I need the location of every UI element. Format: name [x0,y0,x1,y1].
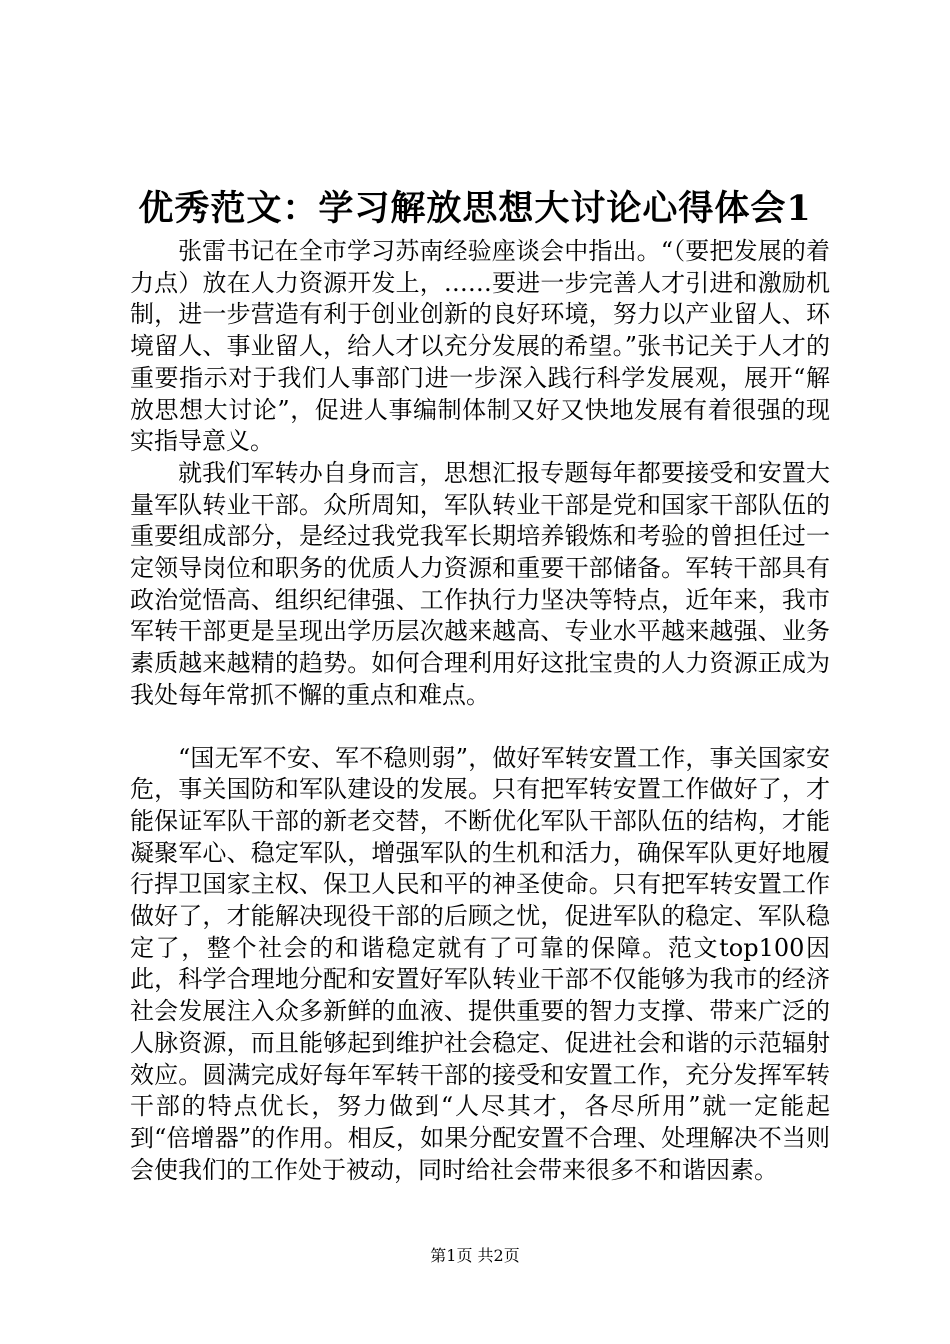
paragraph-2: 就我们军转办自身而言，思想汇报专题每年都要接受和安置大量军队转业干部。众所周知，军队转业干部是党和国家干部队伍的重要组成部分，是经过我党我军长期培养锻炼和考验的曾担任过一定领导岗位和职务的优质人力资源和重要干部储备。军转干部具有政治觉悟高、组织纪律强、工作执行力坚决等特点，近年来，我市军转干部更是呈现出学历层次越来越高、专业水平越来越强、业务素质越来越精的趋势。如何合理利用好这批宝贵的人力资源正成为我处每年常抓不懈的重点和难点。 [130,458,830,709]
page-footer: 第1页 共2页 [430,1246,520,1265]
paragraph-1: 张雷书记在全市学习苏南经验座谈会中指出。“（要把发展的着力点）放在人力资源开发上，……要进一步完善人才引进和激励机制，进一步营造有利于创业创新的良好环境，努力以产业留人、环境留人、事业留人，给人才以充分发展的希望。”张书记关于人才的重要指示对于我们人事部门进一步深入践行科学发展观，展开“解放思想大讨论”，促进人事编制体制又好又快地发展有着很强的现实指导意义。 [130,237,830,456]
document-title: 优秀范文：学习解放思想大讨论心得体会1 [138,188,812,229]
paragraph-3: “国无军不安、军不稳则弱”，做好军转安置工作，事关国家安危，事关国防和军队建设的发展。只有把军转安置工作做好了，才能保证军队干部的新老交替，不断优化军队干部队伍的结构，才能凝聚军心、稳定军队，增强军队的生机和活力，确保军队更好地履行捍卫国家主权、保卫人民和平的神圣使命。只有把军转安置工作做好了，才能解决现役干部的后顾之忧，促进军队的稳定、军队稳定了，整个社会的和谐稳定就有了可靠的保障。范文top100因此，科学合理地分配和安置好军队转业干部不仅能够为我市的经济社会发展注入众多新鲜的血液、提供重要的智力支撑、带来广泛的人脉资源，而且能够起到维护社会稳定、促进社会和谐的示范辐射效应。圆满完成好每年军转干部的接受和安置工作，充分发挥军转干部的特点优长，努力做到“人尽其才，各尽所用”就一定能起到“倍增器”的作用。相反，如果分配安置不合理、处理解决不当则会使我们的工作处于被动，同时给社会带来很多不和谐因素。 [130,743,830,1184]
document-body [130,236,830,1186]
